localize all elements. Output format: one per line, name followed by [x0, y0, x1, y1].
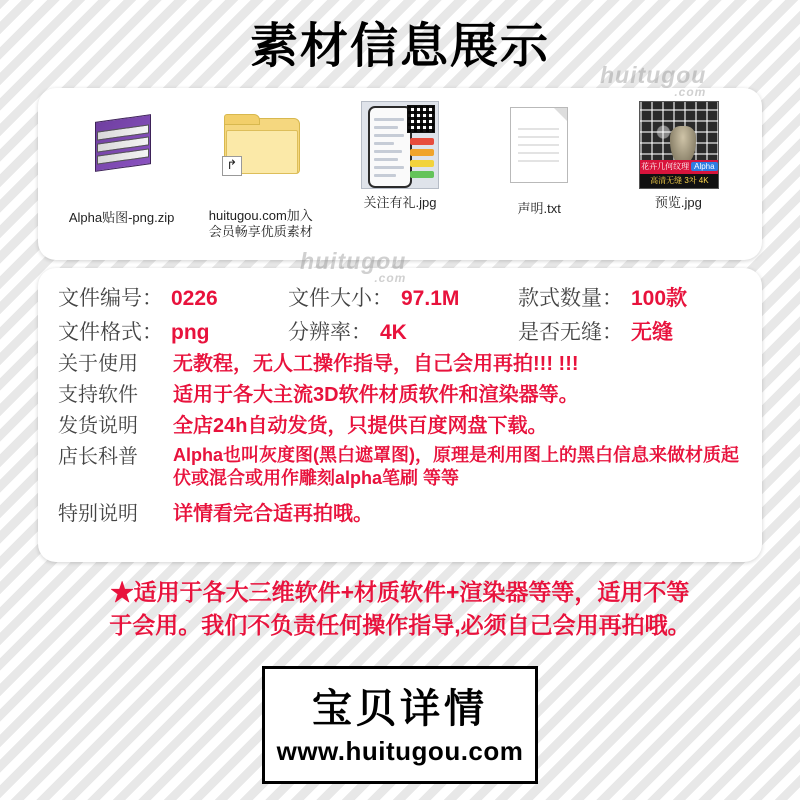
- info-label: 文件大小：: [288, 287, 393, 310]
- info-block: [38, 491, 762, 527]
- notice-line-1: ★适用于各大三维软件+材质软件+渲染器等等，适用不等: [110, 579, 690, 605]
- notice-text: [14, 576, 786, 643]
- info-value: 无教程，无人工操作指导，自己会用再拍!!! !!!: [173, 353, 579, 375]
- preview-alpha-chip: Alpha: [691, 162, 717, 171]
- info-label: 文件编号：: [58, 287, 163, 310]
- info-label: 款式数量：: [518, 287, 623, 310]
- text-document-icon: [500, 107, 578, 195]
- info-block: [38, 439, 762, 491]
- info-value: png: [171, 321, 210, 344]
- info-value: 无缝: [631, 321, 673, 344]
- file-item[interactable]: [66, 100, 178, 226]
- info-value: 适用于各大主流3D软件材质软件和渲染器等。: [173, 384, 579, 406]
- info-pair: [518, 282, 738, 312]
- info-value: 全店24h自动发货，只提供百度网盘下载。: [173, 415, 548, 437]
- file-name: huitugou.com加入会员畅享优质素材: [208, 208, 313, 240]
- shortcut-arrow-icon: ↱: [222, 156, 242, 176]
- banner-title: 宝贝详情: [312, 687, 488, 731]
- info-label: 分辨率：: [288, 321, 372, 344]
- file-item[interactable]: [205, 100, 317, 241]
- info-value: Alpha也叫灰度图(黑白遮罩图)，原理是利用图上的黑白信息来做材质起伏或混合或用作雕刻alpha笔刷 等等: [173, 445, 739, 489]
- info-label: 文件格式：: [58, 321, 163, 344]
- file-name: 预览.jpg: [654, 195, 702, 210]
- watermark-domain: .com: [374, 271, 407, 285]
- info-label: 关于使用: [58, 353, 138, 375]
- info-label: 支持软件: [58, 384, 138, 406]
- file-name: 关注有礼.jpg: [363, 195, 437, 210]
- image-thumbnail-icon: [361, 101, 439, 189]
- preview-image-icon: [639, 101, 717, 189]
- page-title: 素材信息展示: [249, 20, 550, 73]
- info-label: 发货说明: [58, 415, 138, 437]
- preview-banner: [640, 160, 718, 174]
- zip-archive-icon: [83, 116, 161, 204]
- preview-banner-text: 花卉几何纹理: [641, 162, 690, 171]
- info-block: [38, 346, 762, 377]
- info-label: 特别说明: [58, 502, 138, 525]
- info-pair: [58, 282, 288, 312]
- watermark-text: huitugou: [600, 62, 707, 88]
- file-name: Alpha贴图-png.zip: [68, 210, 175, 225]
- watermark-text: huitugou: [300, 248, 407, 274]
- detail-banner: [262, 666, 538, 784]
- folder-shortcut-icon: [222, 114, 300, 202]
- info-label: 店长科普: [58, 446, 138, 468]
- file-item[interactable]: [483, 100, 595, 217]
- info-row-2: [38, 312, 762, 346]
- info-card: [38, 268, 762, 562]
- banner-url: www.huitugou.com: [276, 736, 524, 766]
- info-pair: [518, 316, 738, 346]
- file-item[interactable]: [622, 100, 734, 211]
- info-block: [38, 377, 762, 408]
- notice-line-2: 于会用。我们不负责任何操作指导,必须自己会用再拍哦。: [109, 612, 691, 639]
- info-value: 0226: [171, 287, 218, 310]
- info-row-1: [38, 278, 762, 312]
- info-pair: [288, 282, 518, 312]
- file-row: [38, 88, 762, 241]
- preview-subtitle: 高清无缝 3차 4K: [640, 174, 718, 188]
- info-value: 97.1M: [401, 287, 460, 310]
- info-value: 4K: [380, 321, 407, 344]
- info-value: 详情看完合适再拍哦。: [173, 502, 373, 525]
- file-list-card: [38, 88, 762, 260]
- info-pair: [288, 316, 518, 346]
- info-pair: [58, 316, 288, 346]
- info-label: 是否无缝：: [518, 321, 623, 344]
- file-item[interactable]: [344, 100, 456, 211]
- file-name: 声明.txt: [517, 201, 561, 216]
- info-block: [38, 408, 762, 439]
- info-value: 100款: [631, 287, 688, 310]
- watermark-domain: .com: [674, 85, 707, 99]
